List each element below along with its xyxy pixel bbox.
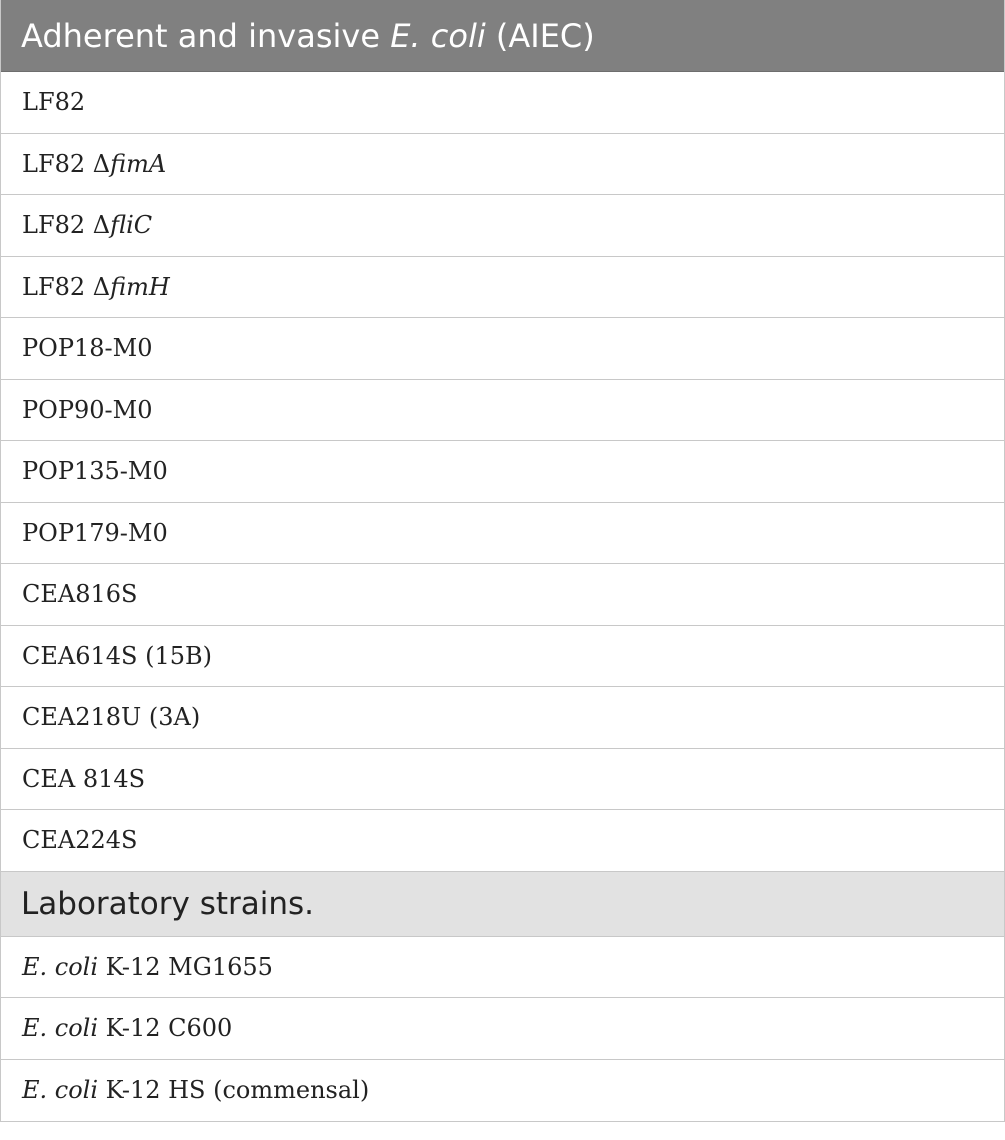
strain-name: K-12 MG1655 <box>98 952 273 981</box>
table-row <box>1 564 1004 626</box>
gene-name: fimA <box>110 149 167 178</box>
strain-name: POP179-M0 <box>22 518 168 547</box>
table-row <box>1 257 1004 319</box>
gene-name: fliC <box>110 211 153 240</box>
table-row <box>1 1060 1004 1122</box>
strain-name: CEA614S (15B) <box>22 641 212 670</box>
species-name: E. coli <box>22 1076 99 1105</box>
table-row <box>1 72 1004 134</box>
species-name: E. coli <box>22 1014 99 1043</box>
species-name: E. coli <box>22 952 99 981</box>
table-row <box>1 380 1004 442</box>
table-row <box>1 687 1004 749</box>
strain-name: CEA816S <box>22 580 138 609</box>
strain-name: LF82 Δ <box>22 211 111 240</box>
table-row <box>1 937 1004 999</box>
table-row <box>1 626 1004 688</box>
strain-name: CEA224S <box>22 826 138 855</box>
strain-name: K-12 HS (commensal) <box>98 1076 370 1105</box>
table-row <box>1 810 1004 872</box>
header-italic: E. coli <box>390 16 486 55</box>
header-suffix: (AIEC) <box>485 16 595 55</box>
section-title: Laboratory strains. <box>21 885 315 922</box>
strain-name: LF82 Δ <box>22 272 111 301</box>
table-row <box>1 195 1004 257</box>
section-header-laboratory <box>1 872 1004 937</box>
strain-name: LF82 <box>22 88 86 117</box>
strain-name: LF82 Δ <box>22 149 111 178</box>
table-row <box>1 318 1004 380</box>
strain-name: POP18-M0 <box>22 334 153 363</box>
strain-name: CEA 814S <box>22 764 146 793</box>
strain-name: POP90-M0 <box>22 395 153 424</box>
header-prefix: Adherent and invasive <box>21 16 391 55</box>
table-row <box>1 503 1004 565</box>
table-header-aiec <box>1 0 1004 72</box>
strain-name: CEA218U (3A) <box>22 703 201 732</box>
table-row <box>1 749 1004 811</box>
table-row <box>1 441 1004 503</box>
strain-name: POP135-M0 <box>22 457 168 486</box>
strain-name: K-12 C600 <box>98 1014 233 1043</box>
table-row <box>1 134 1004 196</box>
table-row <box>1 998 1004 1060</box>
gene-name: fimH <box>110 272 170 301</box>
